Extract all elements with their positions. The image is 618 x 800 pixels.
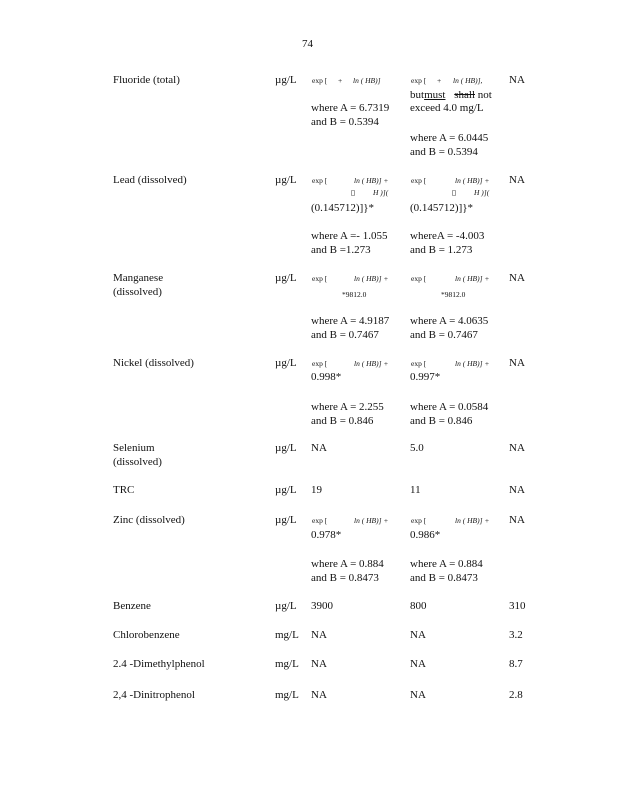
formula-ln: ln ( HB)] + bbox=[455, 176, 490, 185]
formula-where: where A = 6.7319 bbox=[311, 102, 390, 114]
value-col2: 11 bbox=[410, 484, 421, 496]
param-qualifier: (dissolved) bbox=[113, 286, 162, 298]
formula-exceed: exceed 4.0 mg/L bbox=[410, 102, 484, 114]
formula-exp: exp [ bbox=[411, 359, 427, 368]
param-name: Nickel (dissolved) bbox=[113, 357, 194, 369]
formula-cont: 0.998* bbox=[311, 371, 342, 383]
param-name: 2,4 -Dinitrophenol bbox=[113, 689, 195, 701]
formula-cont: 0.986* bbox=[410, 529, 441, 541]
formula-where: where A = 0.884 bbox=[311, 558, 384, 570]
value-col1: NA bbox=[311, 629, 327, 641]
value-col1: 19 bbox=[311, 484, 322, 496]
formula-and: and B = 0.8473 bbox=[410, 572, 478, 584]
formula-ln: ln ( HB)] + bbox=[354, 359, 389, 368]
formula-exp: exp [ bbox=[312, 359, 328, 368]
formula-symbol: ▯ bbox=[351, 188, 356, 197]
param-qualifier: (dissolved) bbox=[113, 456, 162, 468]
unit: mg/L bbox=[275, 629, 299, 641]
value-col3: 3.2 bbox=[509, 629, 523, 641]
param-name: Manganese bbox=[113, 272, 164, 284]
formula-plus: + bbox=[437, 76, 442, 85]
formula-must: must bbox=[424, 89, 446, 101]
value-col3: 310 bbox=[509, 600, 526, 612]
param-name: Lead (dissolved) bbox=[113, 174, 187, 186]
formula-h: H )]( bbox=[373, 188, 389, 197]
formula-and: and B = 1.273 bbox=[410, 244, 473, 256]
formula-ln: ln ( HB)] + bbox=[354, 274, 389, 283]
formula-and: and B = 0.846 bbox=[410, 415, 473, 427]
value-col3: NA bbox=[509, 484, 525, 496]
formula-where: where A = 0.0584 bbox=[410, 401, 489, 413]
unit: µg/L bbox=[275, 600, 297, 612]
formula-exp: exp [ bbox=[411, 76, 427, 85]
value-col2: NA bbox=[410, 658, 426, 670]
formula-exp: exp [ bbox=[312, 76, 328, 85]
formula-and: and B = 0.5394 bbox=[311, 116, 379, 128]
formula-where: where A =- 1.055 bbox=[311, 230, 388, 242]
param-name: 2.4 -Dimethylphenol bbox=[113, 658, 205, 670]
formula-cont: 0.978* bbox=[311, 529, 342, 541]
formula-where: where A = 4.0635 bbox=[410, 315, 489, 327]
formula-and: and B = 0.7467 bbox=[410, 329, 478, 341]
page-number: 74 bbox=[302, 38, 313, 50]
unit: µg/L bbox=[275, 514, 297, 526]
unit: µg/L bbox=[275, 442, 297, 454]
formula-ln: ln ( HB)] + bbox=[354, 516, 389, 525]
formula-exp: exp [ bbox=[312, 274, 328, 283]
unit: mg/L bbox=[275, 658, 299, 670]
formula-ln: ln ( HB)] + bbox=[455, 516, 490, 525]
param-name: Selenium bbox=[113, 442, 155, 454]
formula-h: H )]( bbox=[474, 188, 490, 197]
formula-cont: (0.145712)]}* bbox=[311, 202, 375, 214]
formula-ln: ln ( HB)], bbox=[453, 76, 483, 85]
unit: mg/L bbox=[275, 689, 299, 701]
value-col2: NA bbox=[410, 689, 426, 701]
formula-note bbox=[410, 89, 492, 102]
formula-and: and B = 0.5394 bbox=[410, 146, 478, 158]
unit: µg/L bbox=[275, 357, 297, 369]
value-col3: NA bbox=[509, 174, 525, 186]
formula-ln: ln ( HB)] + bbox=[455, 274, 490, 283]
formula-exp: exp [ bbox=[411, 516, 427, 525]
param-name: Zinc (dissolved) bbox=[113, 514, 185, 526]
formula-where: whereA = -4.003 bbox=[410, 230, 485, 242]
formula-and: and B = 0.846 bbox=[311, 415, 374, 427]
formula-exp: exp [ bbox=[411, 176, 427, 185]
formula-and: and B =1.273 bbox=[311, 244, 371, 256]
value-col3: NA bbox=[509, 74, 525, 86]
unit: µg/L bbox=[275, 74, 297, 86]
formula-where: where A = 2.255 bbox=[311, 401, 384, 413]
formula-ln: ln ( HB)] + bbox=[455, 359, 490, 368]
unit: µg/L bbox=[275, 484, 297, 496]
value-col1: NA bbox=[311, 689, 327, 701]
value-col3: 8.7 bbox=[509, 658, 523, 670]
formula-and: and B = 0.7467 bbox=[311, 329, 379, 341]
value-col3: NA bbox=[509, 442, 525, 454]
formula-cont: *9812.0 bbox=[441, 290, 466, 299]
formula-where: where A = 0.884 bbox=[410, 558, 483, 570]
formula-where: where A = 4.9187 bbox=[311, 315, 390, 327]
value-col2: 5.0 bbox=[410, 442, 424, 454]
formula-but: but bbox=[410, 89, 425, 101]
param-name: Fluoride (total) bbox=[113, 74, 180, 86]
unit: µg/L bbox=[275, 272, 297, 284]
value-col2: 800 bbox=[410, 600, 427, 612]
formula-cont: 0.997* bbox=[410, 371, 441, 383]
value-col3: NA bbox=[509, 272, 525, 284]
value-col1: NA bbox=[311, 658, 327, 670]
formula-not: not bbox=[477, 89, 492, 101]
param-name: Chlorobenzene bbox=[113, 629, 180, 641]
value-col3: NA bbox=[509, 514, 525, 526]
formula-exp: exp [ bbox=[312, 176, 328, 185]
param-name: TRC bbox=[113, 484, 135, 496]
formula-ln: ln ( HB)] + bbox=[354, 176, 389, 185]
formula-plus: + bbox=[338, 76, 343, 85]
formula-ln: ln ( HB)] bbox=[353, 76, 381, 85]
formula-shall: shall bbox=[454, 89, 475, 101]
formula-symbol: ▯ bbox=[452, 188, 457, 197]
formula-cont: (0.145712)]}* bbox=[410, 202, 474, 214]
param-name: Benzene bbox=[113, 600, 151, 612]
formula-cont: *9812.0 bbox=[342, 290, 367, 299]
value-col1: 3900 bbox=[311, 600, 333, 612]
value-col3: 2.8 bbox=[509, 689, 523, 701]
value-col2: NA bbox=[410, 629, 426, 641]
formula-exp: exp [ bbox=[312, 516, 328, 525]
formula-and: and B = 0.8473 bbox=[311, 572, 379, 584]
formula-exp: exp [ bbox=[411, 274, 427, 283]
value-col3: NA bbox=[509, 357, 525, 369]
value-col1: NA bbox=[311, 442, 327, 454]
unit: µg/L bbox=[275, 174, 297, 186]
formula-where: where A = 6.0445 bbox=[410, 132, 489, 144]
